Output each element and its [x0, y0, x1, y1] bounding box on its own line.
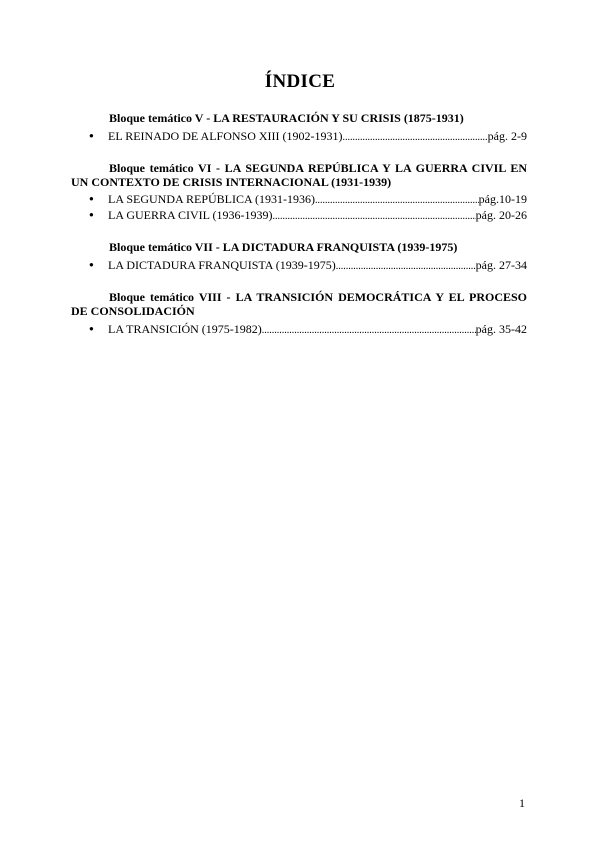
bullet-icon: ● [89, 210, 94, 219]
block-heading: Bloque temático V - LA RESTAURACIÓN Y SU CRISIS (1875-1931) [109, 111, 464, 125]
block-heading: Bloque temático VI - LA SEGUNDA REPÚBLICA Y LA GUERRA CIVIL EN UN CONTEXTO DE CRISIS INTERNACIONAL (1931-1939) [71, 161, 527, 189]
entry-title: LA GUERRA CIVIL (1936-1939) [108, 208, 273, 222]
toc-entry[interactable] [71, 207, 527, 223]
page-number: 1 [519, 796, 525, 810]
entry-page-ref: pág. 2-9 [487, 129, 527, 143]
entry-page-ref: pág. 35-42 [475, 322, 527, 336]
toc-entry[interactable] [71, 321, 527, 337]
dot-leader [262, 323, 476, 339]
bullet-icon: ● [89, 324, 94, 333]
bullet-icon: ● [89, 194, 94, 203]
dot-leader [343, 130, 488, 146]
entry-title: EL REINADO DE ALFONSO XIII (1902-1931) [108, 129, 343, 143]
toc-entry[interactable] [71, 257, 527, 273]
block-heading: Bloque temático VIII - LA TRANSICIÓN DEMOCRÁTICA Y EL PROCESO DE CONSOLIDACIÓN [71, 290, 527, 318]
entry-title: LA DICTADURA FRANQUISTA (1939-1975) [108, 258, 336, 272]
entry-page-ref: pág. 27-34 [475, 258, 527, 272]
toc-block-vi [71, 161, 527, 223]
entry-page-ref: pág. 20-26 [475, 208, 527, 222]
toc-block-v [71, 111, 527, 144]
bullet-icon: ● [89, 131, 94, 140]
entry-title: LA TRANSICIÓN (1975-1982) [108, 322, 262, 336]
toc-block-vii [71, 240, 527, 273]
toc-entry[interactable] [71, 191, 527, 207]
dot-leader [273, 209, 476, 225]
page-title: ÍNDICE [264, 71, 336, 92]
entry-page-ref: pág.10-19 [478, 192, 527, 206]
toc-block-viii [71, 290, 527, 337]
toc-entry[interactable] [71, 128, 527, 144]
entry-title: LA SEGUNDA REPÚBLICA (1931-1936) [108, 192, 316, 206]
dot-leader [336, 259, 476, 275]
bullet-icon: ● [89, 260, 94, 269]
block-heading: Bloque temático VII - LA DICTADURA FRANQUISTA (1939-1975) [109, 240, 458, 254]
